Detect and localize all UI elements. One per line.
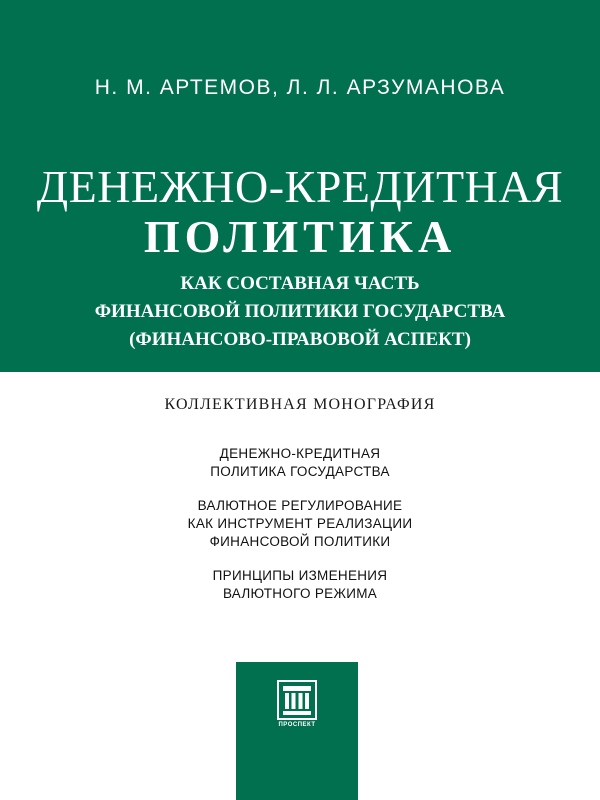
cover-header-panel [0, 0, 600, 372]
topic-line: КАК ИНСТРУМЕНТ РЕАЛИЗАЦИИ [187, 516, 413, 531]
subtitle [0, 270, 600, 354]
topic-item [0, 567, 600, 603]
authors: Н. М. АРТЕМОВ, Л. Л. АРЗУМАНОВА [94, 76, 506, 99]
topic-line: ВАЛЮТНОЕ РЕГУЛИРОВАНИЕ [197, 498, 403, 513]
topic-line: ПРИНЦИПЫ ИЗМЕНЕНИЯ [212, 568, 388, 583]
title-line-1: ДЕНЕЖНО-КРЕДИТНАЯ [36, 161, 564, 212]
subtitle-line: (ФИНАНСОВО-ПРАВОВОЙ АСПЕКТ) [129, 329, 471, 350]
genre-label: КОЛЛЕКТИВНАЯ МОНОГРАФИЯ [164, 396, 436, 413]
publisher-block [236, 662, 358, 800]
topic-line: ВАЛЮТНОГО РЕЖИМА [222, 586, 378, 601]
topics-list [0, 445, 600, 619]
topic-line: ФИНАНСОВОЙ ПОЛИТИКИ [209, 534, 391, 549]
title-line-2: ПОЛИТИКА [143, 211, 457, 262]
topic-item [0, 445, 600, 481]
building-columns-icon [277, 680, 317, 720]
publisher-name: ПРОСПЕКТ [278, 722, 316, 728]
topic-line: ДЕНЕЖНО-КРЕДИТНАЯ [219, 446, 381, 461]
topic-item [0, 497, 600, 551]
subtitle-line: ФИНАНСОВОЙ ПОЛИТИКИ ГОСУДАРСТВА [94, 301, 506, 322]
subtitle-line: КАК СОСТАВНАЯ ЧАСТЬ [180, 273, 420, 294]
topic-line: ПОЛИТИКА ГОСУДАРСТВА [210, 464, 390, 479]
